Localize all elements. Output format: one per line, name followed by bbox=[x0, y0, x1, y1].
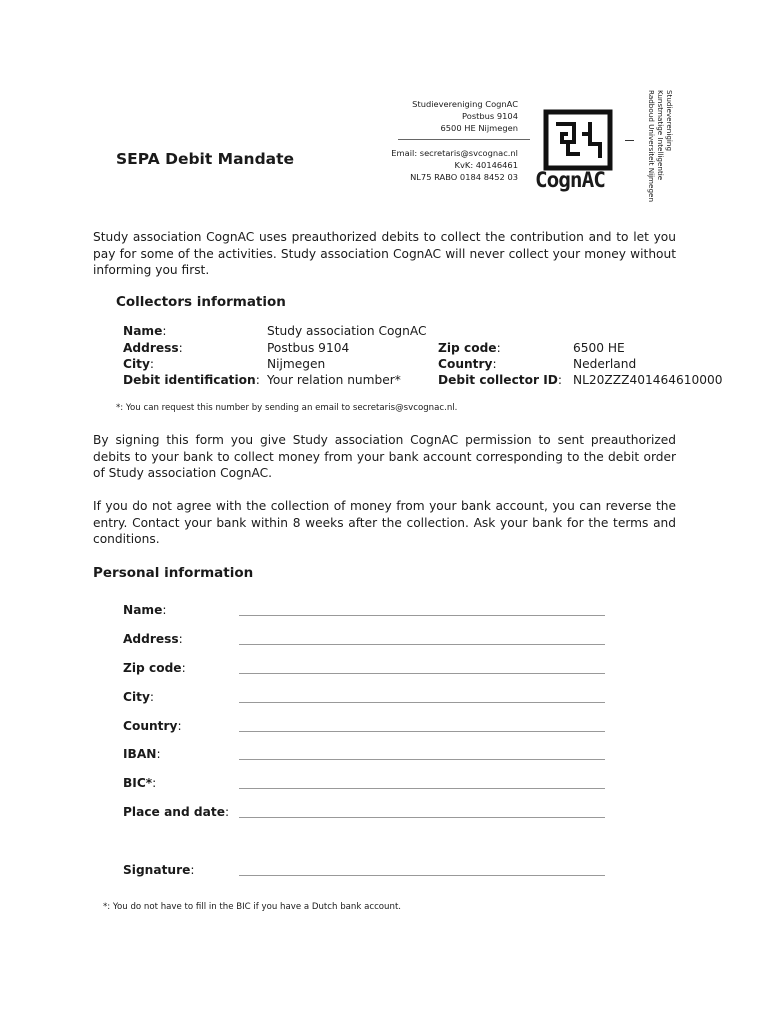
address-line: Postbus 9104 bbox=[462, 111, 518, 121]
email-line: Email: secretaris@svcognac.nl bbox=[391, 148, 518, 158]
collectors-footnote: *: You can request this number by sending an email to secretaris@svcognac.nl. bbox=[116, 403, 458, 413]
side-text bbox=[647, 90, 674, 202]
kvk-line: KvK: 40146461 bbox=[454, 160, 518, 170]
collector-country-label: Country: bbox=[438, 357, 497, 371]
collector-country-value: Nederland bbox=[573, 357, 637, 371]
personal-heading: Personal information bbox=[93, 565, 254, 581]
collector-address-label: Address: bbox=[123, 341, 183, 355]
collector-zip-label: Zip code: bbox=[438, 341, 501, 355]
cognac-logo bbox=[535, 104, 628, 200]
field-line-zip[interactable] bbox=[239, 673, 605, 674]
reverse-paragraph: If you do not agree with the collection of money from your bank account, you can reverse the entry. Contact your bank within 8 weeks after the collection. Ask your bank for the terms and conditions. bbox=[93, 499, 676, 547]
field-label-place-date: Place and date: bbox=[123, 805, 230, 819]
side-text-line: Studievereniging bbox=[665, 90, 674, 152]
field-line-name[interactable] bbox=[239, 615, 605, 616]
field-label-signature: Signature: bbox=[123, 863, 195, 877]
collector-address-value: Postbus 9104 bbox=[267, 341, 350, 355]
personal-footnote: *: You do not have to fill in the BIC if you have a Dutch bank account. bbox=[103, 902, 402, 912]
address-line: Studievereniging CognAC bbox=[412, 99, 518, 109]
field-line-iban[interactable] bbox=[239, 759, 605, 760]
collector-city-label: City: bbox=[123, 357, 155, 371]
field-line-signature[interactable] bbox=[239, 875, 605, 876]
collector-city-value: Nijmegen bbox=[267, 357, 326, 371]
field-line-place-date[interactable] bbox=[239, 817, 605, 818]
address-line: 6500 HE Nijmegen bbox=[440, 123, 518, 133]
side-text-line: Kunstmatige Intelligentie bbox=[656, 90, 665, 181]
consent-paragraph: By signing this form you give Study association CognAC permission to sent preauthorized debits to your bank to collect money from your bank account corresponding to the debit order of Study association CognAC. bbox=[93, 433, 676, 481]
field-label-name: Name: bbox=[123, 603, 167, 617]
field-line-bic[interactable] bbox=[239, 788, 605, 789]
collectors-heading: Collectors information bbox=[116, 294, 286, 310]
association-contact bbox=[318, 147, 518, 183]
collector-debit-id-label: Debit identification: bbox=[123, 373, 260, 387]
collector-id-label: Debit collector ID: bbox=[438, 373, 563, 387]
logo-dash bbox=[625, 140, 634, 141]
collector-name-label: Name: bbox=[123, 324, 167, 338]
side-text-line: Radboud Universiteit Nijmegen bbox=[647, 90, 656, 203]
collector-name-value: Study association CognAC bbox=[267, 324, 427, 338]
field-line-address[interactable] bbox=[239, 644, 605, 645]
iban-line: NL75 RABO 0184 8452 03 bbox=[410, 172, 518, 182]
collector-debit-id-value: Your relation number* bbox=[267, 373, 401, 387]
collector-id-value: NL20ZZZ401464610000 bbox=[573, 373, 723, 387]
field-label-city: City: bbox=[123, 690, 155, 704]
field-label-zip: Zip code: bbox=[123, 661, 186, 675]
intro-paragraph: Study association CognAC uses preauthorized debits to collect the contribution and to let you pay for some of the activities. Study association CognAC will never collect your money without informing you first. bbox=[93, 230, 676, 278]
field-label-address: Address: bbox=[123, 632, 183, 646]
field-label-country: Country: bbox=[123, 719, 182, 733]
address-divider bbox=[398, 139, 530, 140]
field-label-bic: BIC*: bbox=[123, 776, 157, 790]
field-label-iban: IBAN: bbox=[123, 747, 161, 761]
logo-text: CognAC bbox=[535, 168, 605, 192]
field-line-country[interactable] bbox=[239, 731, 605, 732]
association-address bbox=[318, 98, 518, 134]
collector-zip-value: 6500 HE bbox=[573, 341, 625, 355]
page-title: SEPA Debit Mandate bbox=[116, 150, 295, 168]
field-line-city[interactable] bbox=[239, 702, 605, 703]
